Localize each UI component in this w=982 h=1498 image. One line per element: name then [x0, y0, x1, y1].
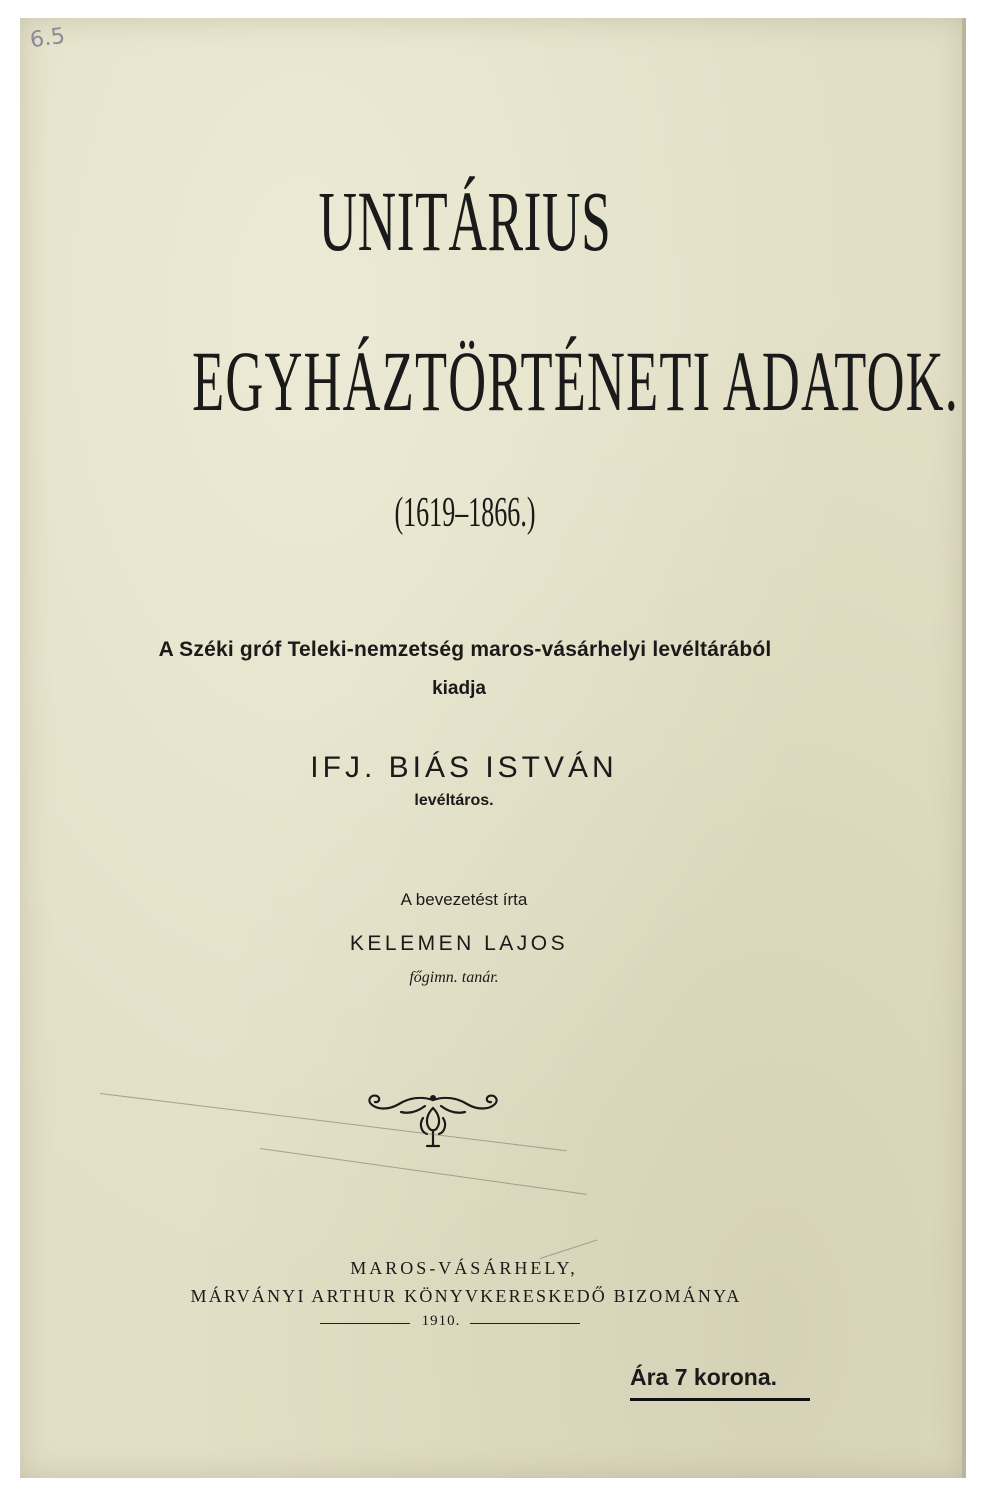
- date-range: (1619–1866.): [394, 490, 536, 536]
- year-rule-left: [320, 1323, 410, 1324]
- book-title-line-2: EGYHÁZTÖRTÉNETI ADATOK.: [192, 333, 960, 429]
- publisher-verb: kiadja: [432, 678, 486, 699]
- title-page: [20, 18, 964, 1478]
- source-line: A Széki gróf Teleki-nemzetség maros-vásárhelyi levéltárából: [158, 638, 772, 661]
- introduction-label: A bevezetést írta: [400, 890, 528, 909]
- author-role: levéltáros.: [414, 792, 494, 809]
- author-name: IFJ. BIÁS ISTVÁN: [310, 751, 618, 784]
- price-label: Ára 7 korona.: [630, 1364, 777, 1390]
- publication-year-row: [300, 1310, 600, 1336]
- floral-vignette-icon: [365, 1090, 501, 1152]
- handwritten-mark: 6.5: [28, 23, 67, 54]
- introduction-author-role: főgimn. tanár.: [409, 969, 499, 986]
- publisher-city: MAROS-VÁSÁRHELY,: [350, 1258, 578, 1278]
- price-underline: [630, 1398, 810, 1401]
- publisher-name: MÁRVÁNYI ARTHUR KÖNYVKERESKEDŐ BIZOMÁNYA: [190, 1286, 742, 1306]
- page-edge: [962, 18, 966, 1478]
- paper-scratch: [540, 1239, 597, 1258]
- introduction-author: KELEMEN LAJOS: [349, 932, 569, 955]
- publication-year: 1910.: [421, 1313, 461, 1329]
- book-title-line-1: UNITÁRIUS: [318, 173, 612, 269]
- paper-scratch: [260, 1148, 587, 1195]
- year-rule-right: [470, 1323, 580, 1324]
